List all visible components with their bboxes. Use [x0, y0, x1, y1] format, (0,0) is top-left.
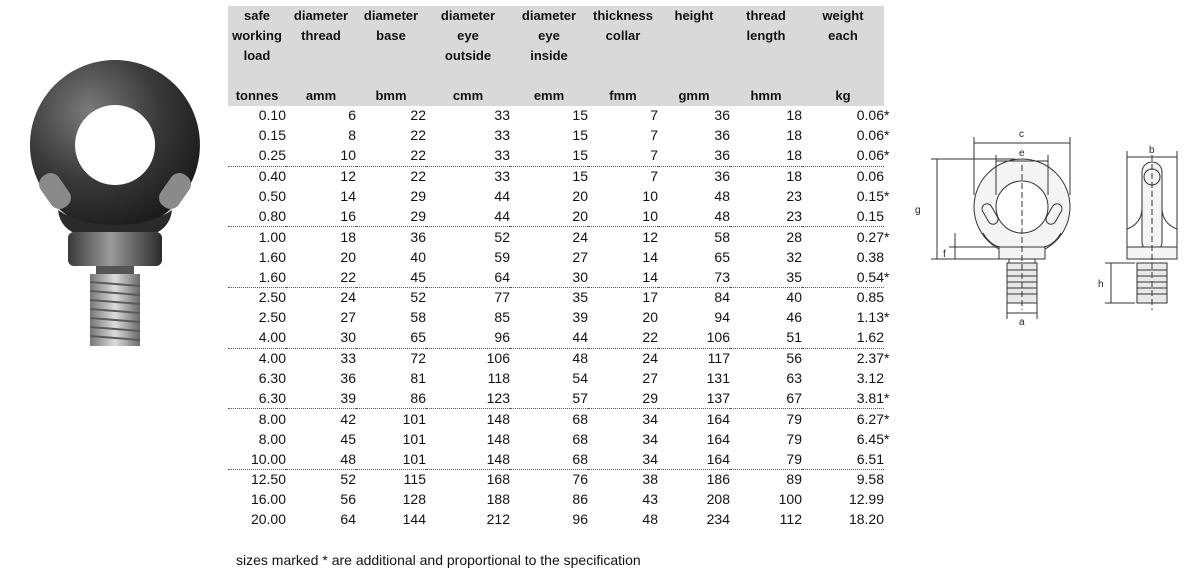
table-cell: 7: [650, 127, 658, 144]
table-cell: 86: [572, 491, 588, 508]
table-cell: 0.10: [258, 107, 286, 124]
table-cell: 52: [410, 289, 426, 306]
table-cell: 24: [572, 228, 588, 245]
table-cell: 10.00: [228, 449, 286, 469]
table-cell: 1.13: [856, 309, 884, 326]
table-cell: 27: [572, 248, 588, 265]
table-cell: 85: [494, 309, 510, 326]
table-cell: 40: [410, 248, 426, 265]
col-header-diameter-thread: diameter thread: [286, 6, 356, 66]
footnote: sizes marked * are additional and proportional to the specification: [236, 552, 641, 568]
table-cell: 33: [494, 127, 510, 144]
table-cell: 48: [572, 350, 588, 367]
table-cell: 3.81: [802, 388, 884, 408]
table-cell: 81: [410, 370, 426, 387]
table-cell: 8.00: [258, 410, 286, 427]
table-body: [228, 106, 898, 530]
table-cell: 44: [494, 188, 510, 204]
table-cell: 15: [572, 168, 588, 185]
table-cell: 34: [642, 430, 658, 447]
table-cell: 164: [706, 430, 730, 447]
table-cell: 33: [426, 146, 510, 166]
table-row: [228, 429, 898, 449]
table-cell: 64: [340, 511, 356, 528]
table-cell: 18: [730, 146, 802, 166]
table-cell: 33: [494, 168, 510, 185]
table-cell: 16: [286, 206, 356, 226]
table-cell: 188: [486, 491, 510, 508]
col-unit-cell: fmm: [588, 66, 658, 106]
table-cell: 84: [714, 289, 730, 306]
star-marker: [884, 328, 898, 348]
table-cell: 148: [426, 449, 510, 469]
table-cell: 39: [572, 309, 588, 326]
dim-label-e: e: [1019, 148, 1025, 159]
table-cell: 10: [286, 146, 356, 166]
table-cell: 36: [714, 168, 730, 185]
table-cell: 36: [340, 370, 356, 387]
dim-label-h: h: [1098, 279, 1104, 290]
table-cell: 38: [642, 471, 658, 488]
table-cell: 14: [588, 267, 658, 287]
table-cell: 101: [356, 449, 426, 469]
table-cell: 96: [426, 328, 510, 348]
table-cell: 33: [340, 350, 356, 367]
table-row: [228, 247, 898, 267]
table-cell: 0.38: [856, 248, 884, 265]
col-unit-cell: kg: [802, 66, 884, 106]
table-cell: 22: [286, 267, 356, 287]
table-cell: 0.06: [856, 127, 884, 144]
eyebolt-photo: [20, 60, 210, 360]
table-cell: 73: [658, 267, 730, 287]
table-cell: 12.99: [848, 491, 884, 508]
table-cell: 6: [348, 107, 356, 124]
star-header-spacer: [884, 6, 898, 66]
table-row: [228, 470, 898, 490]
table-cell: 35: [572, 289, 588, 306]
star-marker: [884, 206, 898, 226]
table-cell: 32: [786, 248, 802, 265]
table-cell: 65: [356, 328, 426, 348]
star-marker: *: [884, 228, 890, 245]
table-cell: 36: [714, 127, 730, 144]
table-cell: 59: [494, 248, 510, 265]
table-cell: 15: [572, 107, 588, 124]
col-header-thread-length: thread length: [730, 6, 802, 66]
table-row: [228, 206, 898, 226]
table-cell: 212: [486, 511, 510, 528]
table-cell: 0.15: [258, 127, 286, 144]
table-cell: 10: [588, 206, 658, 226]
table-row: [228, 388, 898, 408]
table-cell: 86: [356, 388, 426, 408]
table-cell: 54: [572, 370, 588, 387]
table-cell: 8.00: [258, 430, 286, 447]
table-cell: 16.00: [250, 491, 286, 508]
table-cell: 30: [286, 328, 356, 348]
table-cell: 6.30: [228, 388, 286, 408]
table-cell: 18: [786, 107, 802, 124]
col-unit-cell: emm: [510, 66, 588, 106]
table-cell: 18: [786, 127, 802, 144]
table-cell: 15: [510, 146, 588, 166]
table-cell: 79: [786, 410, 802, 427]
spec-table: [228, 6, 898, 530]
star-marker: [884, 166, 898, 186]
dim-label-a: a: [1019, 317, 1025, 328]
header-unit-row: [228, 66, 898, 106]
table-cell: 101: [402, 430, 426, 447]
table-cell: 137: [658, 388, 730, 408]
table-row: [228, 166, 898, 186]
star-marker: [884, 510, 898, 530]
star-marker: *: [884, 127, 890, 144]
table-cell: 2.50: [258, 309, 286, 326]
table-cell: 24: [340, 289, 356, 306]
table-cell: 18: [786, 168, 802, 185]
table-cell: 68: [510, 449, 588, 469]
table-cell: 22: [410, 107, 426, 124]
table-cell: 208: [706, 491, 730, 508]
table-cell: 6.27: [856, 410, 884, 427]
table-cell: 57: [510, 388, 588, 408]
table-cell: 1.60: [228, 267, 286, 287]
table-cell: 64: [426, 267, 510, 287]
table-row: [228, 187, 898, 207]
header-label-row: [228, 6, 898, 66]
table-cell: 3.12: [856, 370, 884, 387]
table-cell: 148: [486, 430, 510, 447]
star-marker: [884, 449, 898, 469]
table-row: [228, 409, 898, 429]
table-row: [228, 308, 898, 328]
table-row: [228, 126, 898, 146]
table-cell: 43: [642, 491, 658, 508]
col-unit-cell: gmm: [658, 66, 730, 106]
table-cell: 39: [286, 388, 356, 408]
table-cell: 29: [356, 206, 426, 226]
col-unit-cell: bmm: [356, 66, 426, 106]
table-cell: 10: [642, 188, 658, 204]
table-cell: 23: [786, 188, 802, 204]
table-cell: 128: [402, 491, 426, 508]
table-cell: 106: [486, 350, 510, 367]
dimension-diagram: [915, 125, 1180, 330]
table-cell: 36: [714, 107, 730, 124]
table-cell: 6.45: [856, 430, 884, 447]
table-cell: 1.62: [802, 328, 884, 348]
star-marker: [884, 369, 898, 389]
table-cell: 36: [410, 228, 426, 245]
table-cell: 12.50: [250, 471, 286, 488]
table-cell: 0.80: [228, 206, 286, 226]
table-cell: 67: [730, 388, 802, 408]
table-cell: 6.30: [258, 370, 286, 387]
star-marker: [884, 490, 898, 510]
table-cell: 72: [410, 350, 426, 367]
table-cell: 234: [706, 511, 730, 528]
table-cell: 101: [402, 410, 426, 427]
table-cell: 51: [730, 328, 802, 348]
table-cell: 20: [642, 309, 658, 326]
table-cell: 20: [340, 248, 356, 265]
table-cell: 8: [348, 127, 356, 144]
table-cell: 164: [658, 449, 730, 469]
table-cell: 12: [642, 228, 658, 245]
table-cell: 40: [786, 289, 802, 306]
table-cell: 0.25: [228, 146, 286, 166]
table-cell: 52: [494, 228, 510, 245]
col-header-diameter-base: diameter base: [356, 6, 426, 66]
table-cell: 0.06: [802, 146, 884, 166]
table-cell: 48: [714, 188, 730, 204]
table-cell: 42: [340, 410, 356, 427]
table-row: [228, 328, 898, 348]
table-cell: 48: [658, 206, 730, 226]
table-row: [228, 348, 898, 368]
dim-label-f: f: [943, 249, 946, 260]
table-cell: 118: [487, 370, 510, 387]
table-cell: 48: [286, 449, 356, 469]
table-cell: 28: [786, 228, 802, 245]
table-cell: 94: [714, 309, 730, 326]
table-cell: 63: [786, 370, 802, 387]
table-cell: 33: [494, 107, 510, 124]
table-cell: 144: [402, 511, 426, 528]
table-cell: 45: [356, 267, 426, 287]
table-cell: 164: [706, 410, 730, 427]
col-header-diameter-eye-inside: diameter eye inside: [510, 6, 588, 66]
table-cell: 117: [707, 350, 730, 367]
table-cell: 168: [486, 471, 510, 488]
star-marker: [884, 470, 898, 490]
table-cell: 2.50: [258, 289, 286, 306]
dim-label-c: c: [1019, 129, 1024, 140]
table-cell: 0.06: [856, 107, 884, 124]
table-cell: 79: [786, 430, 802, 447]
table-cell: 7: [588, 146, 658, 166]
table-cell: 6.51: [802, 449, 884, 469]
table-cell: 123: [426, 388, 510, 408]
table-cell: 22: [356, 146, 426, 166]
star-marker: *: [884, 349, 890, 366]
star-marker: *: [884, 268, 890, 285]
table-cell: 56: [340, 491, 356, 508]
table-cell: 20: [572, 188, 588, 204]
table-cell: 65: [714, 248, 730, 265]
table-cell: 56: [786, 350, 802, 367]
col-unit-cell: tonnes: [228, 66, 286, 106]
table-cell: 23: [730, 206, 802, 226]
table-row: [228, 146, 898, 166]
table-row: [228, 510, 898, 530]
table-cell: 77: [494, 289, 510, 306]
table-cell: 18: [340, 228, 356, 245]
table-cell: 20: [510, 206, 588, 226]
table-row: [228, 288, 898, 308]
table-cell: 52: [340, 471, 356, 488]
dim-label-g: g: [915, 205, 921, 216]
table-row: [228, 106, 898, 126]
table-cell: 44: [510, 328, 588, 348]
table-cell: 0.06: [856, 168, 884, 185]
table-cell: 4.00: [258, 350, 286, 367]
table-cell: 34: [642, 410, 658, 427]
table-cell: 35: [730, 267, 802, 287]
table-cell: 100: [778, 491, 802, 508]
table-cell: 34: [588, 449, 658, 469]
table-row: [228, 227, 898, 247]
table-cell: 0.27: [856, 228, 884, 245]
table-cell: 15: [572, 127, 588, 144]
table-cell: 0.50: [258, 188, 286, 204]
table-cell: 1.60: [258, 248, 286, 265]
table-cell: 22: [588, 328, 658, 348]
col-unit-cell: amm: [286, 66, 356, 106]
star-marker: [884, 288, 898, 308]
col-header-thickness-collar: thickness collar: [588, 6, 658, 66]
table-cell: 30: [510, 267, 588, 287]
col-header-height: height: [658, 6, 730, 66]
table-cell: 1.00: [258, 228, 286, 245]
col-unit-cell: hmm: [730, 66, 802, 106]
table-cell: 45: [340, 430, 356, 447]
table-cell: 14: [642, 248, 658, 265]
table-cell: 24: [642, 350, 658, 367]
star-header-spacer: [884, 66, 898, 106]
star-marker: *: [884, 107, 890, 124]
table-cell: 9.58: [856, 471, 884, 488]
table-row: [228, 490, 898, 510]
table-cell: 22: [410, 127, 426, 144]
table-cell: 4.00: [228, 328, 286, 348]
table-cell: 22: [410, 168, 426, 185]
table-cell: 0.15: [856, 188, 884, 204]
table-row: [228, 449, 898, 469]
col-header-weight-each: weight each: [802, 6, 884, 66]
table-cell: 29: [410, 188, 426, 204]
table-row: [228, 369, 898, 389]
table-cell: 7: [650, 168, 658, 185]
table-cell: 2.37: [856, 350, 884, 367]
table-cell: 89: [786, 471, 802, 488]
star-marker: *: [884, 188, 890, 204]
table-cell: 44: [426, 206, 510, 226]
star-marker: *: [884, 390, 890, 407]
star-marker: *: [884, 309, 890, 326]
table-cell: 36: [658, 146, 730, 166]
table-cell: 20.00: [250, 511, 286, 528]
star-marker: [884, 247, 898, 267]
table-cell: 115: [403, 471, 426, 488]
table-cell: 7: [650, 107, 658, 124]
table-cell: 148: [486, 410, 510, 427]
table-cell: 27: [642, 370, 658, 387]
table-cell: 27: [340, 309, 356, 326]
table-cell: 79: [730, 449, 802, 469]
table-cell: 48: [642, 511, 658, 528]
table-cell: 14: [340, 188, 356, 204]
star-marker: *: [884, 430, 890, 447]
table-cell: 0.15: [802, 206, 884, 226]
table-row: [228, 267, 898, 287]
table-cell: 58: [410, 309, 426, 326]
table-cell: 96: [572, 511, 588, 528]
table-cell: 186: [706, 471, 730, 488]
table-cell: 29: [588, 388, 658, 408]
table-cell: 106: [658, 328, 730, 348]
dim-label-b: b: [1149, 145, 1155, 156]
table-cell: 0.85: [856, 289, 884, 306]
table-cell: 17: [642, 289, 658, 306]
col-unit-cell: cmm: [426, 66, 510, 106]
table-cell: 46: [786, 309, 802, 326]
table-cell: 18.20: [848, 511, 884, 528]
table-cell: 58: [714, 228, 730, 245]
table-cell: 76: [572, 471, 588, 488]
table-cell: 68: [572, 430, 588, 447]
star-marker: *: [884, 410, 890, 427]
col-header-diameter-eye-outside: diameter eye outside: [426, 6, 510, 66]
table-cell: 131: [706, 370, 730, 387]
table-cell: 0.40: [258, 168, 286, 185]
table-cell: 112: [779, 511, 802, 528]
col-header-safe-working-load: safe working load: [228, 6, 286, 66]
table-cell: 68: [572, 410, 588, 427]
table-cell: 12: [340, 168, 356, 185]
table-cell: 0.54: [802, 267, 884, 287]
star-marker: *: [884, 147, 890, 164]
